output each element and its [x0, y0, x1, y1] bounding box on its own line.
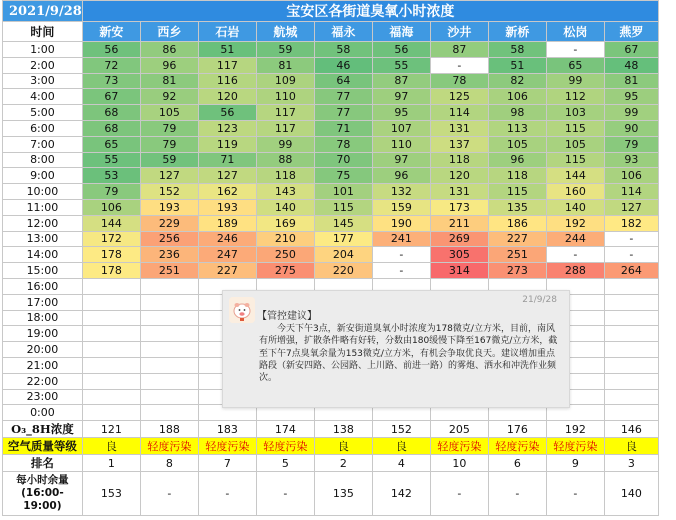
- value-cell[interactable]: [82, 405, 140, 421]
- sheet-title[interactable]: 宝安区各街道臭氧小时浓度: [82, 1, 658, 22]
- value-cell[interactable]: 48: [604, 57, 658, 73]
- value-cell[interactable]: [604, 326, 658, 342]
- value-cell[interactable]: [140, 326, 198, 342]
- value-cell[interactable]: 107: [372, 120, 430, 136]
- value-cell[interactable]: 192: [546, 215, 604, 231]
- value-cell[interactable]: 64: [314, 73, 372, 89]
- value-cell[interactable]: [604, 278, 658, 294]
- value-cell[interactable]: 137: [430, 136, 488, 152]
- value-cell[interactable]: 178: [82, 247, 140, 263]
- value-cell[interactable]: 56: [198, 105, 256, 121]
- time-cell[interactable]: 20:00: [3, 342, 83, 358]
- value-cell[interactable]: [82, 357, 140, 373]
- value-cell[interactable]: 67: [604, 42, 658, 58]
- value-cell[interactable]: [82, 278, 140, 294]
- remain-value[interactable]: -: [256, 472, 314, 516]
- value-cell[interactable]: [140, 342, 198, 358]
- value-cell[interactable]: [140, 405, 198, 421]
- popup-title: 【管控建议】: [257, 311, 317, 322]
- value-cell[interactable]: 72: [82, 57, 140, 73]
- value-cell[interactable]: [82, 389, 140, 405]
- value-cell[interactable]: 125: [430, 89, 488, 105]
- value-cell[interactable]: 269: [430, 231, 488, 247]
- value-cell[interactable]: [140, 310, 198, 326]
- street-header[interactable]: 沙井: [430, 22, 488, 42]
- message-popup[interactable]: [222, 290, 570, 408]
- value-cell[interactable]: -: [546, 247, 604, 263]
- value-cell[interactable]: 189: [198, 215, 256, 231]
- aq-value[interactable]: 良: [372, 438, 430, 455]
- value-cell[interactable]: 93: [604, 152, 658, 168]
- value-cell[interactable]: 247: [198, 247, 256, 263]
- value-cell[interactable]: 71: [198, 152, 256, 168]
- aq-value[interactable]: 良: [604, 438, 658, 455]
- value-cell[interactable]: 131: [430, 120, 488, 136]
- remain-label-line1: 每小时余量: [16, 474, 69, 487]
- value-cell[interactable]: 116: [198, 73, 256, 89]
- value-cell[interactable]: 96: [140, 57, 198, 73]
- value-cell[interactable]: 113: [488, 120, 546, 136]
- value-cell[interactable]: 79: [82, 184, 140, 200]
- rank-value[interactable]: 7: [198, 455, 256, 472]
- value-cell[interactable]: 227: [488, 231, 546, 247]
- value-cell[interactable]: 132: [372, 184, 430, 200]
- value-cell[interactable]: -: [604, 231, 658, 247]
- o3-value[interactable]: 174: [256, 421, 314, 438]
- value-cell[interactable]: 87: [430, 42, 488, 58]
- value-cell[interactable]: 114: [430, 105, 488, 121]
- date-cell[interactable]: 2021/9/28: [3, 1, 83, 22]
- value-cell[interactable]: 68: [82, 105, 140, 121]
- value-cell[interactable]: -: [604, 247, 658, 263]
- value-cell[interactable]: 118: [488, 168, 546, 184]
- value-cell[interactable]: 178: [82, 263, 140, 279]
- aq-value[interactable]: 良: [314, 438, 372, 455]
- value-cell[interactable]: 160: [546, 184, 604, 200]
- value-cell[interactable]: 88: [256, 152, 314, 168]
- value-cell[interactable]: 46: [314, 57, 372, 73]
- value-cell[interactable]: -: [372, 263, 430, 279]
- street-header[interactable]: 燕罗: [604, 22, 658, 42]
- value-cell[interactable]: 162: [198, 184, 256, 200]
- value-cell[interactable]: 115: [488, 184, 546, 200]
- time-cell[interactable]: 0:00: [3, 405, 83, 421]
- value-cell[interactable]: 305: [430, 247, 488, 263]
- value-cell[interactable]: 77: [314, 89, 372, 105]
- value-cell[interactable]: 86: [140, 42, 198, 58]
- value-cell[interactable]: 118: [256, 168, 314, 184]
- rank-value[interactable]: 8: [140, 455, 198, 472]
- value-cell[interactable]: 131: [430, 184, 488, 200]
- o3-value[interactable]: 121: [82, 421, 140, 438]
- value-cell[interactable]: 56: [372, 42, 430, 58]
- value-cell[interactable]: 117: [198, 57, 256, 73]
- value-cell[interactable]: 109: [256, 73, 314, 89]
- value-cell[interactable]: 256: [140, 231, 198, 247]
- value-cell[interactable]: [604, 342, 658, 358]
- value-cell[interactable]: 92: [140, 89, 198, 105]
- time-cell[interactable]: 23:00: [3, 389, 83, 405]
- remain-value[interactable]: -: [140, 472, 198, 516]
- value-cell[interactable]: 96: [372, 168, 430, 184]
- o3-label[interactable]: O₃_8H浓度: [3, 421, 83, 438]
- o3-value[interactable]: 138: [314, 421, 372, 438]
- value-cell[interactable]: 182: [604, 215, 658, 231]
- street-header[interactable]: 石岩: [198, 22, 256, 42]
- value-cell[interactable]: 275: [256, 263, 314, 279]
- value-cell[interactable]: 144: [82, 215, 140, 231]
- value-cell[interactable]: 105: [140, 105, 198, 121]
- value-cell[interactable]: [140, 357, 198, 373]
- value-cell[interactable]: 220: [314, 263, 372, 279]
- value-cell[interactable]: 99: [546, 73, 604, 89]
- value-cell[interactable]: 81: [256, 57, 314, 73]
- remain-label-line2: (16:00-19:00): [21, 487, 64, 513]
- aq-value[interactable]: 轻度污染: [488, 438, 546, 455]
- value-cell[interactable]: 106: [488, 89, 546, 105]
- remain-label[interactable]: [3, 472, 83, 516]
- time-cell[interactable]: 21:00: [3, 357, 83, 373]
- value-cell[interactable]: 106: [604, 168, 658, 184]
- value-cell[interactable]: 73: [82, 73, 140, 89]
- value-cell[interactable]: 288: [546, 263, 604, 279]
- value-cell[interactable]: 110: [256, 89, 314, 105]
- o3-value[interactable]: 192: [546, 421, 604, 438]
- value-cell[interactable]: 101: [314, 184, 372, 200]
- value-cell[interactable]: 127: [140, 168, 198, 184]
- value-cell[interactable]: 143: [256, 184, 314, 200]
- rank-value[interactable]: 2: [314, 455, 372, 472]
- value-cell[interactable]: 79: [140, 120, 198, 136]
- value-cell[interactable]: 123: [198, 120, 256, 136]
- value-cell[interactable]: 105: [488, 136, 546, 152]
- value-cell[interactable]: 70: [314, 152, 372, 168]
- time-cell[interactable]: 1:00: [3, 42, 83, 58]
- value-cell[interactable]: 144: [546, 168, 604, 184]
- remain-value[interactable]: -: [488, 472, 546, 516]
- value-cell[interactable]: 65: [546, 57, 604, 73]
- value-cell[interactable]: 117: [256, 120, 314, 136]
- value-cell[interactable]: 56: [82, 42, 140, 58]
- time-cell[interactable]: 15:00: [3, 263, 83, 279]
- rank-label[interactable]: 排名: [3, 455, 83, 472]
- value-cell[interactable]: 68: [82, 120, 140, 136]
- value-cell[interactable]: [140, 294, 198, 310]
- value-cell[interactable]: 140: [256, 199, 314, 215]
- value-cell[interactable]: 58: [488, 42, 546, 58]
- value-cell[interactable]: 79: [140, 136, 198, 152]
- value-cell[interactable]: [604, 373, 658, 389]
- popup-date: 21/9/28: [522, 295, 557, 305]
- aq-value[interactable]: 轻度污染: [256, 438, 314, 455]
- ozone-sheet: [2, 0, 659, 516]
- time-cell[interactable]: 22:00: [3, 373, 83, 389]
- rank-value[interactable]: 6: [488, 455, 546, 472]
- rank-value[interactable]: 4: [372, 455, 430, 472]
- value-cell[interactable]: 172: [82, 231, 140, 247]
- remain-value[interactable]: 140: [604, 472, 658, 516]
- time-cell[interactable]: 3:00: [3, 73, 83, 89]
- remain-value[interactable]: -: [198, 472, 256, 516]
- o3-value[interactable]: 146: [604, 421, 658, 438]
- value-cell[interactable]: 251: [488, 247, 546, 263]
- aq-value[interactable]: 轻度污染: [198, 438, 256, 455]
- aq-value[interactable]: 良: [82, 438, 140, 455]
- value-cell[interactable]: 114: [604, 184, 658, 200]
- street-header[interactable]: 新安: [82, 22, 140, 42]
- value-cell[interactable]: 190: [372, 215, 430, 231]
- value-cell[interactable]: 115: [314, 199, 372, 215]
- pig-avatar-icon: [229, 297, 255, 323]
- time-cell[interactable]: 8:00: [3, 152, 83, 168]
- value-cell[interactable]: 55: [372, 57, 430, 73]
- value-cell[interactable]: 90: [604, 120, 658, 136]
- aq-label[interactable]: 空气质量等级: [3, 438, 83, 455]
- value-cell[interactable]: 79: [604, 136, 658, 152]
- value-cell[interactable]: 186: [488, 215, 546, 231]
- time-cell[interactable]: 9:00: [3, 168, 83, 184]
- value-cell[interactable]: 177: [314, 231, 372, 247]
- o3-value[interactable]: 205: [430, 421, 488, 438]
- value-cell[interactable]: 229: [140, 215, 198, 231]
- value-cell[interactable]: 244: [546, 231, 604, 247]
- rank-value[interactable]: 10: [430, 455, 488, 472]
- remain-value[interactable]: 142: [372, 472, 430, 516]
- value-cell[interactable]: 210: [256, 231, 314, 247]
- value-cell[interactable]: [604, 294, 658, 310]
- value-cell[interactable]: 59: [140, 152, 198, 168]
- value-cell[interactable]: 97: [372, 152, 430, 168]
- value-cell[interactable]: 105: [546, 136, 604, 152]
- value-cell[interactable]: [82, 326, 140, 342]
- value-cell[interactable]: [82, 294, 140, 310]
- value-cell[interactable]: [82, 342, 140, 358]
- value-cell[interactable]: 110: [372, 136, 430, 152]
- value-cell[interactable]: 251: [140, 263, 198, 279]
- value-cell[interactable]: 51: [488, 57, 546, 73]
- value-cell[interactable]: 169: [256, 215, 314, 231]
- value-cell[interactable]: -: [372, 247, 430, 263]
- value-cell[interactable]: 127: [198, 168, 256, 184]
- value-cell[interactable]: 193: [198, 199, 256, 215]
- street-header[interactable]: 福永: [314, 22, 372, 42]
- value-cell[interactable]: [82, 310, 140, 326]
- value-cell[interactable]: 59: [256, 42, 314, 58]
- rank-value[interactable]: 1: [82, 455, 140, 472]
- value-cell[interactable]: [604, 389, 658, 405]
- value-cell[interactable]: 159: [372, 199, 430, 215]
- value-cell[interactable]: 112: [546, 89, 604, 105]
- street-header[interactable]: 松岗: [546, 22, 604, 42]
- value-cell[interactable]: 152: [140, 184, 198, 200]
- value-cell[interactable]: 115: [546, 120, 604, 136]
- value-cell[interactable]: 118: [430, 152, 488, 168]
- value-cell[interactable]: [140, 373, 198, 389]
- value-cell[interactable]: 264: [604, 263, 658, 279]
- value-cell[interactable]: 103: [546, 105, 604, 121]
- value-cell[interactable]: 78: [430, 73, 488, 89]
- rank-value[interactable]: 9: [546, 455, 604, 472]
- value-cell[interactable]: 81: [604, 73, 658, 89]
- value-cell[interactable]: 273: [488, 263, 546, 279]
- value-cell[interactable]: 120: [198, 89, 256, 105]
- value-cell[interactable]: 71: [314, 120, 372, 136]
- value-cell[interactable]: 193: [140, 199, 198, 215]
- value-cell[interactable]: 135: [488, 199, 546, 215]
- value-cell[interactable]: 75: [314, 168, 372, 184]
- aq-value[interactable]: 轻度污染: [140, 438, 198, 455]
- value-cell[interactable]: 95: [604, 89, 658, 105]
- value-cell[interactable]: 96: [488, 152, 546, 168]
- value-cell[interactable]: [140, 389, 198, 405]
- value-cell[interactable]: [140, 278, 198, 294]
- value-cell[interactable]: 82: [488, 73, 546, 89]
- aq-value[interactable]: 轻度污染: [430, 438, 488, 455]
- value-cell[interactable]: 120: [430, 168, 488, 184]
- o3-value[interactable]: 183: [198, 421, 256, 438]
- value-cell[interactable]: 81: [140, 73, 198, 89]
- aq-value[interactable]: 轻度污染: [546, 438, 604, 455]
- value-cell[interactable]: 246: [198, 231, 256, 247]
- time-cell[interactable]: 12:00: [3, 215, 83, 231]
- value-cell[interactable]: 117: [256, 105, 314, 121]
- time-cell[interactable]: 19:00: [3, 326, 83, 342]
- value-cell[interactable]: [604, 357, 658, 373]
- value-cell[interactable]: -: [546, 42, 604, 58]
- value-cell[interactable]: 99: [604, 105, 658, 121]
- time-cell[interactable]: 14:00: [3, 247, 83, 263]
- popup-body: 今天下午3点，新安街道臭氧小时浓度为178微克/立方米，目前，南风有所增强，扩散条件略有好转，分数由180缓慢下降至167微克/立方米，截至下午7点臭氧余量为153微克/立方米，有机会争取优良天。建议增加重点路段（新安四路、公园路、上川路、前进一路）的雾炮、洒水和冲洗作业频次。: [259, 324, 558, 384]
- time-cell[interactable]: 4:00: [3, 89, 83, 105]
- o3-value[interactable]: 176: [488, 421, 546, 438]
- value-cell[interactable]: 58: [314, 42, 372, 58]
- time-cell[interactable]: 11:00: [3, 199, 83, 215]
- value-cell[interactable]: 250: [256, 247, 314, 263]
- value-cell[interactable]: 173: [430, 199, 488, 215]
- time-cell[interactable]: 16:00: [3, 278, 83, 294]
- value-cell[interactable]: 51: [198, 42, 256, 58]
- street-header[interactable]: 航城: [256, 22, 314, 42]
- time-cell[interactable]: 6:00: [3, 120, 83, 136]
- value-cell[interactable]: 55: [82, 152, 140, 168]
- value-cell[interactable]: 106: [82, 199, 140, 215]
- time-cell[interactable]: 5:00: [3, 105, 83, 121]
- value-cell[interactable]: 97: [372, 89, 430, 105]
- value-cell[interactable]: 227: [198, 263, 256, 279]
- value-cell[interactable]: 204: [314, 247, 372, 263]
- value-cell[interactable]: 127: [604, 199, 658, 215]
- value-cell[interactable]: [604, 405, 658, 421]
- remain-value[interactable]: -: [546, 472, 604, 516]
- time-cell[interactable]: 7:00: [3, 136, 83, 152]
- value-cell[interactable]: [82, 373, 140, 389]
- value-cell[interactable]: 67: [82, 89, 140, 105]
- remain-value[interactable]: 135: [314, 472, 372, 516]
- street-header[interactable]: 福海: [372, 22, 430, 42]
- time-header[interactable]: 时间: [3, 22, 83, 42]
- time-cell[interactable]: 2:00: [3, 57, 83, 73]
- o3-value[interactable]: 152: [372, 421, 430, 438]
- value-cell[interactable]: 119: [198, 136, 256, 152]
- o3-value[interactable]: 188: [140, 421, 198, 438]
- street-header[interactable]: 新桥: [488, 22, 546, 42]
- value-cell[interactable]: 98: [488, 105, 546, 121]
- value-cell[interactable]: 95: [372, 105, 430, 121]
- time-cell[interactable]: 13:00: [3, 231, 83, 247]
- value-cell[interactable]: 115: [546, 152, 604, 168]
- value-cell[interactable]: -: [430, 57, 488, 73]
- value-cell[interactable]: 241: [372, 231, 430, 247]
- value-cell[interactable]: 236: [140, 247, 198, 263]
- time-cell[interactable]: 18:00: [3, 310, 83, 326]
- value-cell[interactable]: 65: [82, 136, 140, 152]
- rank-value[interactable]: 3: [604, 455, 658, 472]
- value-cell[interactable]: 77: [314, 105, 372, 121]
- value-cell[interactable]: 99: [256, 136, 314, 152]
- remain-value[interactable]: -: [430, 472, 488, 516]
- value-cell[interactable]: [604, 310, 658, 326]
- value-cell[interactable]: 78: [314, 136, 372, 152]
- value-cell[interactable]: 140: [546, 199, 604, 215]
- rank-value[interactable]: 5: [256, 455, 314, 472]
- value-cell[interactable]: 53: [82, 168, 140, 184]
- value-cell[interactable]: 145: [314, 215, 372, 231]
- time-cell[interactable]: 17:00: [3, 294, 83, 310]
- value-cell[interactable]: 211: [430, 215, 488, 231]
- remain-value[interactable]: 153: [82, 472, 140, 516]
- value-cell[interactable]: 87: [372, 73, 430, 89]
- street-header[interactable]: 西乡: [140, 22, 198, 42]
- value-cell[interactable]: 314: [430, 263, 488, 279]
- time-cell[interactable]: 10:00: [3, 184, 83, 200]
